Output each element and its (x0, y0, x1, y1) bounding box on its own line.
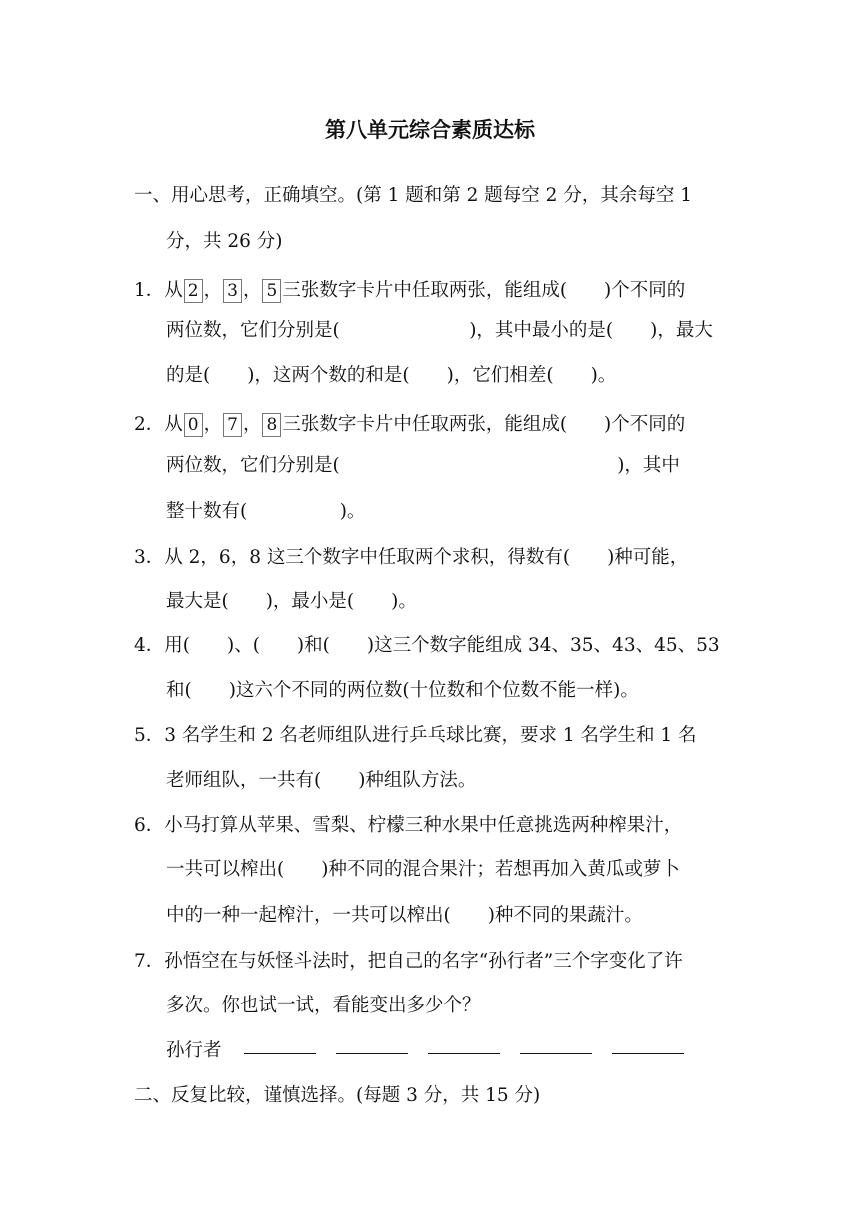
question-1-line-3: 的是( )，这两个数的和是( )，它们相差( )。 (166, 365, 617, 386)
answer-blank[interactable] (520, 1052, 592, 1054)
question-number: 1． (134, 280, 165, 301)
question-5-line-2: 老师组队，一共有( )种组队方法。 (166, 770, 477, 791)
answer-blank[interactable] (336, 1052, 408, 1054)
question-number: 6． (134, 815, 165, 836)
question-7-line-2: 多次。你也试一试，看能变出多少个？ (166, 995, 481, 1016)
question-text: 3 名学生和 2 名老师组队进行乒乓球比赛，要求 1 名学生和 1 名 (164, 725, 697, 746)
question-number: 3． (134, 547, 165, 568)
question-4-line-1 (134, 634, 720, 658)
answer-blank[interactable] (244, 1052, 316, 1054)
separator: ， (203, 414, 223, 435)
question-4-line-2: 和( )这六个不同的两位数(十位数和个位数不能一样)。 (166, 680, 639, 701)
section-1-heading-line-1: 一、用心思考，正确填空。(第 1 题和第 2 题每空 2 分，其余每空 1 (134, 185, 692, 206)
question-2-line-2: 两位数，它们分别是( )，其中 (166, 455, 680, 476)
section-1-heading-line-2: 分，共 26 分) (166, 231, 283, 252)
separator: ， (203, 280, 223, 301)
question-number: 2． (134, 414, 165, 435)
number-card: 7 (223, 413, 242, 437)
question-number: 5． (134, 725, 165, 746)
question-text: 从 2，6，8 这三个数字中任取两个求积，得数有( )种可能， (164, 547, 689, 568)
number-card: 0 (184, 413, 203, 437)
question-6-line-1 (134, 814, 682, 838)
answer-blanks (244, 1052, 684, 1054)
question-7-line-1 (134, 950, 683, 974)
question-1-line-2: 两位数，它们分别是( )，其中最小的是( )，最大 (166, 320, 713, 341)
number-card: 2 (184, 279, 203, 303)
number-card: 5 (262, 279, 281, 303)
separator: ， (242, 280, 262, 301)
question-6-line-2: 一共可以榨出( )种不同的混合果汁；若想再加入黄瓜或萝卜 (166, 859, 680, 880)
number-card: 8 (262, 413, 281, 437)
section-2-heading: 二、反复比较，谨慎选择。(每题 3 分，共 15 分) (134, 1085, 541, 1106)
page-title: 第八单元综合素质达标 (325, 118, 535, 142)
question-7-answer-label: 孙行者 (166, 1040, 222, 1061)
question-text: 三张数字卡片中任取两张，能组成( )个不同的 (282, 280, 686, 301)
question-3-line-2: 最大是( )，最小是( )。 (166, 591, 417, 612)
question-text: 从 (164, 280, 183, 301)
number-card: 3 (223, 279, 242, 303)
question-text: 三张数字卡片中任取两张，能组成( )个不同的 (282, 414, 686, 435)
question-number: 4． (134, 635, 165, 656)
answer-blank[interactable] (612, 1052, 684, 1054)
question-6-line-3: 中的一种一起榨汁，一共可以榨出( )种不同的果蔬汁。 (166, 905, 643, 926)
question-number: 7． (134, 951, 165, 972)
answer-blank[interactable] (428, 1052, 500, 1054)
question-text: 从 (164, 414, 183, 435)
separator: ， (242, 414, 262, 435)
question-3-line-1 (134, 546, 688, 570)
question-1-line-1 (134, 279, 685, 303)
question-text: 用( )、( )和( )这三个数字能组成 34、35、43、45、53 (164, 635, 720, 656)
question-2-line-3: 整十数有( )。 (166, 501, 366, 522)
question-text: 小马打算从苹果、雪梨、柠檬三种水果中任意挑选两种榨果汁， (164, 815, 683, 836)
question-2-line-1 (134, 413, 685, 437)
question-text: 孙悟空在与妖怪斗法时，把自己的名字“孙行者”三个字变化了许 (164, 951, 683, 972)
question-5-line-1 (134, 724, 697, 748)
